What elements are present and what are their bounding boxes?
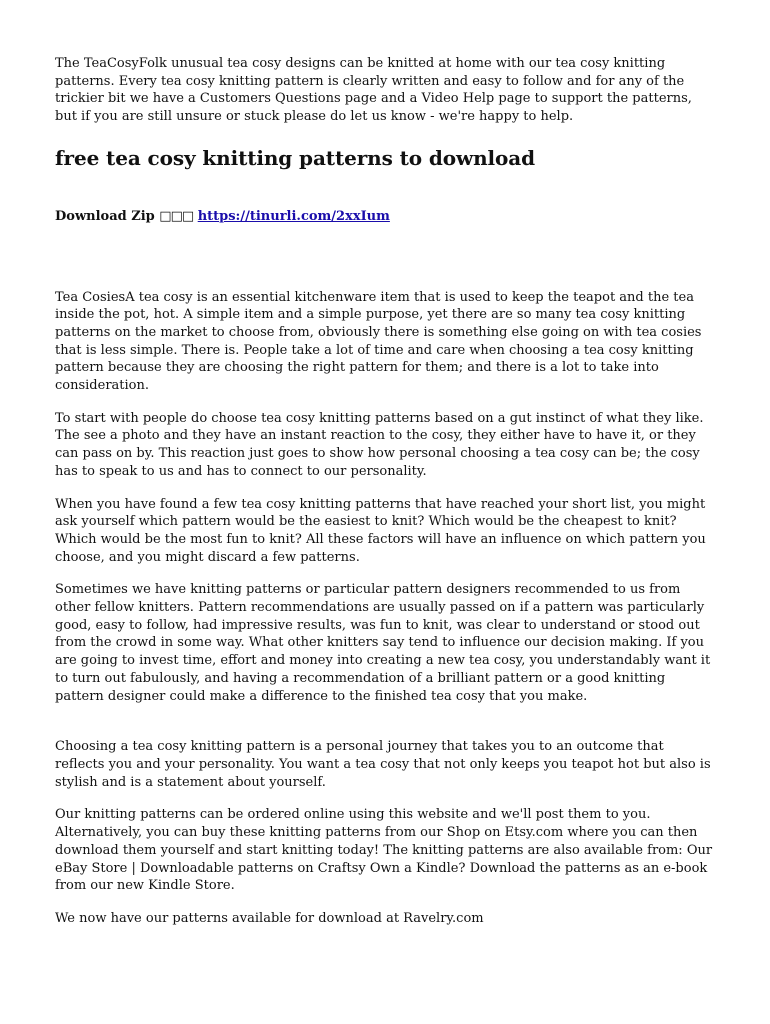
body-paragraph-3: When you have found a few tea cosy knitting patterns that have reached your short list, you might ask yourself which pattern would be the easiest to knit? Which would be the cheapest to knit? Which would be the most fun to knit? All these factors will have an influence on which pattern you choose, and you might discard a few patterns.: [55, 496, 706, 565]
download-label: Download Zip: [55, 208, 155, 224]
download-line: [55, 208, 717, 226]
placeholder-glyphs: □□□: [159, 208, 194, 224]
document-content: [55, 55, 717, 943]
body-paragraph-5: Choosing a tea cosy knitting pattern is a personal journey that takes you to an outcome that reflects you and your personality. You want a tea cosy that not only keeps you teapot hot but also is stylish and is a statement about yourself.: [55, 739, 711, 790]
body-paragraph-7: We now have our patterns available for download at Ravelry.com: [55, 910, 484, 926]
body-paragraph-4: Sometimes we have knitting patterns or particular pattern designers recommended to us from other fellow knitters. Pattern recommendations are usually passed on if a pattern was particularly good, easy to follow, had impressive results, was fun to knit, was clear to understand or stood out from the crowd in some way. What other knitters say tend to influence our decision making. If you are going to invest time, effort and money into creating a new tea cosy, you understandably want it to turn out fabulously, and having a recommendation of a brilliant pattern or a good knitting pattern designer could make a difference to the finished tea cosy that you make.: [55, 582, 711, 704]
page-heading: free tea cosy knitting patterns to download: [55, 145, 536, 170]
body-paragraph-1: Tea CosiesA tea cosy is an essential kitchenware item that is used to keep the teapot and the tea inside the pot, hot. A simple item and a simple purpose, yet there are so many tea cosy knitting patterns on the market to choose from, obviously there is something else going on with tea cosies that is less simple. There is. People take a lot of time and care when choosing a tea cosy knitting pattern because they are choosing the right pattern for them; and there is a lot to take into consideration.: [55, 289, 702, 394]
body-paragraph-2: To start with people do choose tea cosy knitting patterns based on a gut instinct of what they like. The see a photo and they have an instant reaction to the cosy, they either have to have it, or they can pass on by. This reaction just goes to show how personal choosing a tea cosy can be; the cosy has to speak to us and has to connect to our personality.: [55, 410, 704, 479]
intro-paragraph: The TeaCosyFolk unusual tea cosy designs can be knitted at home with our tea cosy knitting patterns. Every tea cosy knitting pattern is clearly written and easy to follow and for any of the trickier bit we have a Customers Questions page and a Video Help page to support the patterns, but if you are still unsure or stuck please do let us know - we're happy to help.: [55, 56, 692, 125]
body-paragraph-6: Our knitting patterns can be ordered online using this website and we'll post them to you. Alternatively, you can buy these knitting patterns from our Shop on Etsy.com where you can then download them yourself and start knitting today! The knitting patterns are also available from: Our eBay Store | Downloadable patterns on Craftsy Own a Kindle? Download the patterns as an e-book from our new Kindle Store.: [55, 807, 713, 894]
download-link[interactable]: https://tinurli.com/2xxIum: [197, 208, 390, 224]
